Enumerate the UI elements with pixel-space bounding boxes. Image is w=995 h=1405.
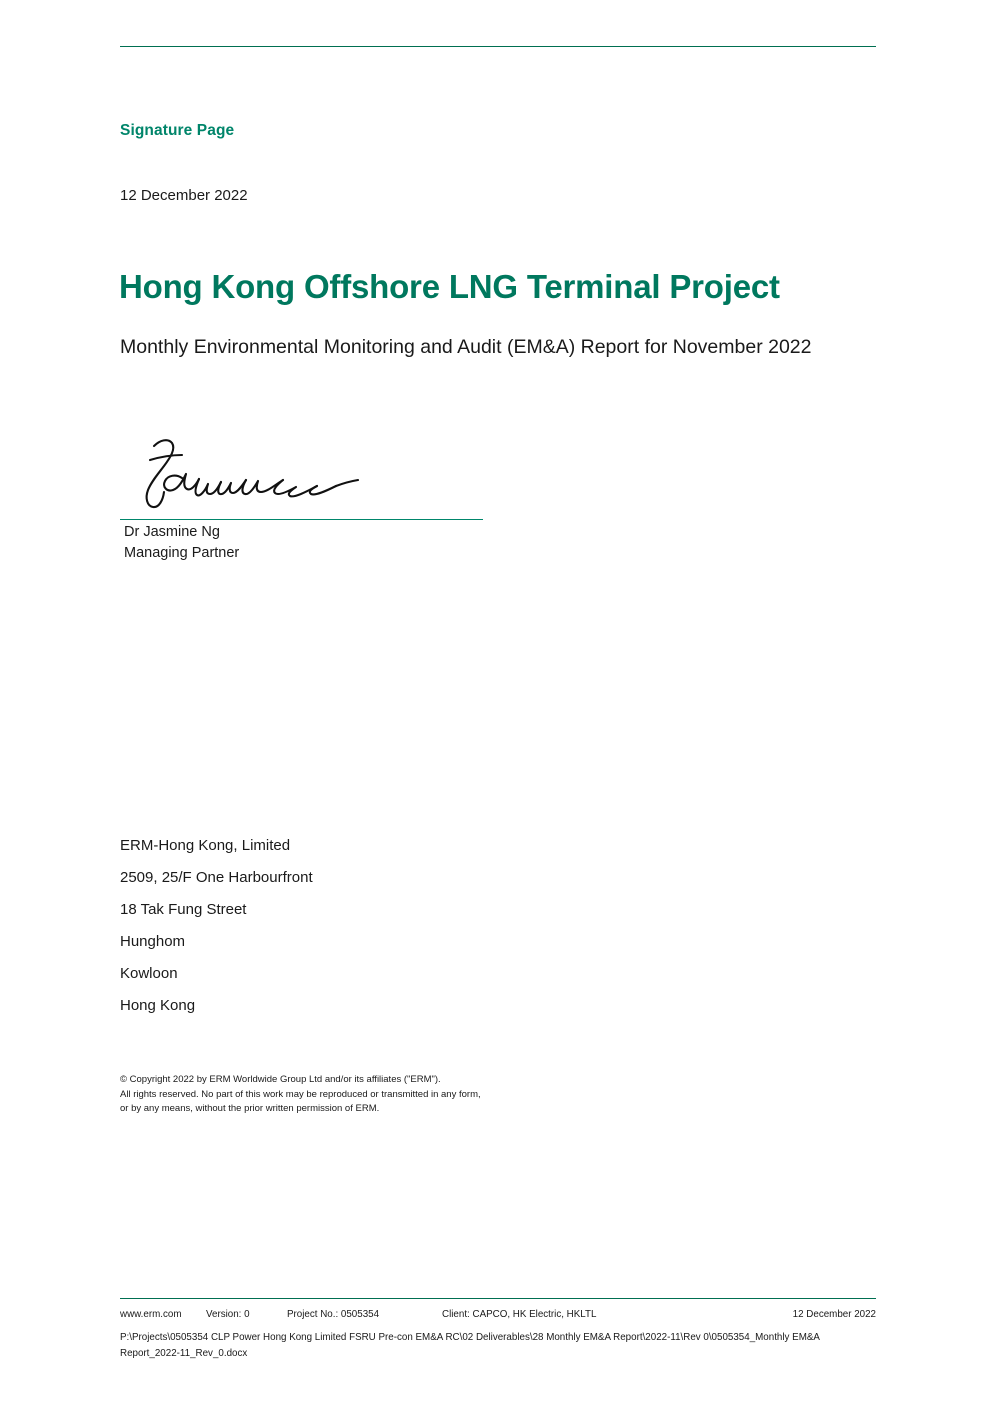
footer-client: Client: CAPCO, HK Electric, HKLTL — [442, 1309, 597, 1320]
footer-date: 12 December 2022 — [792, 1309, 876, 1320]
section-label: Signature Page — [120, 122, 235, 139]
copyright-line: © Copyright 2022 by ERM Worldwide Group Ltd and/or its affiliates ("ERM"). — [120, 1074, 441, 1085]
footer-website: www.erm.com — [120, 1309, 182, 1320]
footer-file-path: P:\Projects\0505354 CLP Power Hong Kong Limited FSRU Pre-con EM&A RC\02 Deliverables\28 Monthly EM&A Report\2022-11\Rev 0\0505354_Monthly EM&A Report_2022-11_Rev_0.docx — [120, 1332, 820, 1359]
document-date: 12 December 2022 — [120, 187, 248, 204]
signer-title: Managing Partner — [124, 545, 240, 561]
copyright-notice — [120, 1073, 680, 1117]
address-line: Hong Kong — [120, 997, 196, 1014]
signature-line — [120, 519, 483, 520]
copyright-line: or by any means, without the prior written permission of ERM. — [120, 1103, 380, 1114]
footer-project-number: Project No.: 0505354 — [287, 1309, 380, 1320]
footer-rule — [120, 1298, 876, 1299]
page-title: Hong Kong Offshore LNG Terminal Project — [119, 268, 780, 305]
footer — [120, 1309, 876, 1323]
address-line: 18 Tak Fung Street — [120, 901, 247, 918]
address-line: Kowloon — [120, 965, 178, 982]
copyright-line: All rights reserved. No part of this work may be reproduced or transmitted in any form, — [120, 1088, 481, 1100]
footer-version: Version: 0 — [206, 1309, 250, 1320]
page-subtitle: Monthly Environmental Monitoring and Audit (EM&A) Report for November 2022 — [120, 336, 812, 358]
header-rule — [120, 46, 876, 47]
company-address — [120, 830, 620, 1022]
signer-name: Dr Jasmine Ng — [124, 524, 220, 540]
address-line: ERM-Hong Kong, Limited — [120, 837, 291, 854]
signature-image — [120, 430, 485, 520]
address-line: 2509, 25/F One Harbourfront — [120, 869, 313, 886]
address-line: Hunghom — [120, 933, 186, 950]
